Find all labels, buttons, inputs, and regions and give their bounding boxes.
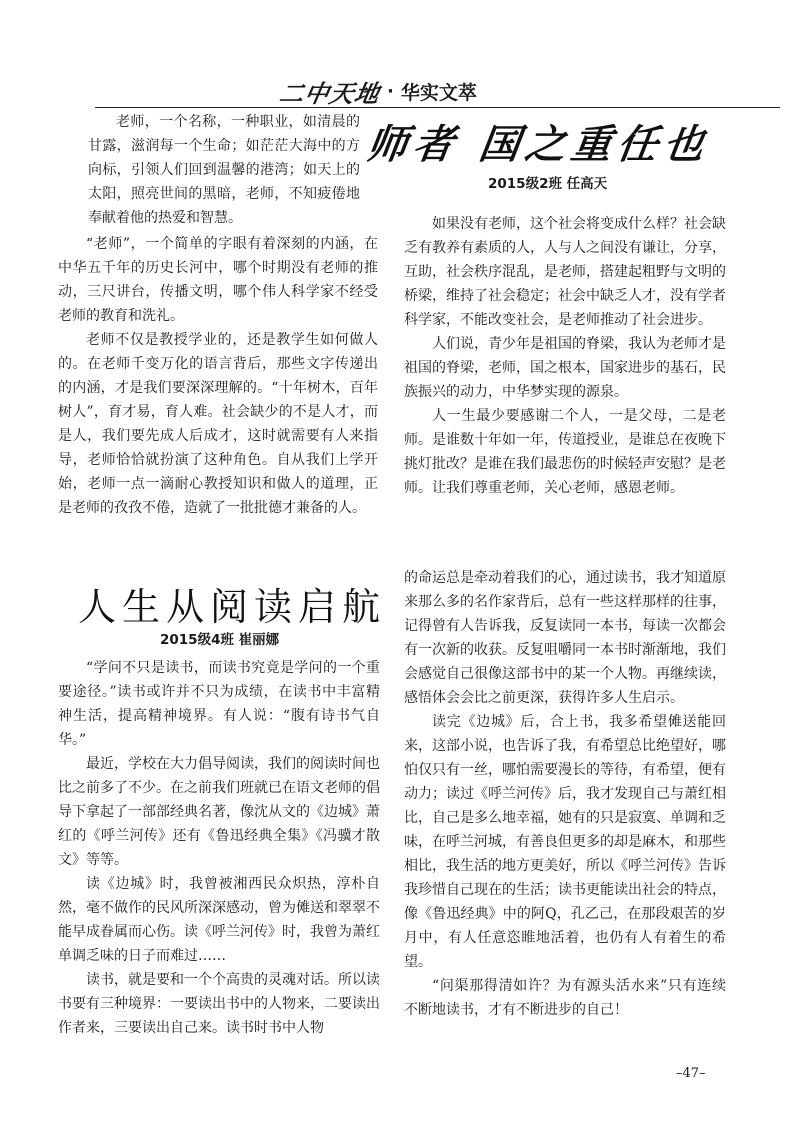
- article2-left-para: 读《边城》时，我曾被湘西民众炽热，淳朴自然，毫不做作的民风所深深感动，曾为傩送和翠翠不能早成眷属而心伤。读《呼兰河传》时，我曾为萧红单调乏味的日子而难过……: [58, 876, 380, 964]
- page-number: –47–: [676, 1066, 706, 1081]
- article2-right-para: “问渠那得清如许？为有源头活水来”只有连续不断地读书，才有不断进步的自己！: [404, 978, 726, 1018]
- article1-left-para: “老师”，一个简单的字眼有着深刻的内涵，在中华五千年的历史长河中，哪个时期没有老师的推动，三尺讲台，传播文明，哪个伟人科学家不经受老师的教育和洗礼。: [58, 236, 378, 324]
- article2-title: 人生从阅读启航: [78, 585, 387, 629]
- article2-right-column: [404, 566, 726, 1022]
- article1-byline: 2015级2班 任高天: [488, 176, 608, 192]
- article2-left-para: 最近，学校在大力倡导阅读，我们的阅读时间也比之前多了不少。在之前我们班就已在语文老师的倡导下拿起了一部部经典名著，像沈从文的《边城》萧红的《呼兰河传》还有《鲁迅经典全集》《冯骥才散文》等等。: [58, 756, 380, 868]
- article1-left-column-wide: [58, 232, 378, 520]
- article1-right-para: 人一生最少要感谢二个人，一是父母，二是老师。是谁数十年如一年，传道授业，是谁总在夜晚下挑灯批改？是谁在我们最悲伤的时候轻声安慰？是老师。让我们尊重老师，关心老师，感恩老师。: [404, 408, 726, 496]
- header-rule: [95, 107, 780, 108]
- article2-continuation: 的命运总是牵动着我们的心，通过读书，我才知道原来那么多的名作家背后，总有一些这样那样的往事，记得曾有人告诉我，反复读同一本书，每读一次都会有一次新的收获。反复咀嚼同一本书时渐渐地，我们会感觉自己很像这部书中的某一个人物。再继续读，感悟体会会比之前更深，获得许多人生启示。: [404, 570, 726, 706]
- article1-right-para: 如果没有老师，这个社会将变成什么样？社会缺乏有教养有素质的人，人与人之间没有谦让，分享，互助，社会秩序混乱，是老师，搭建起粗野与文明的桥梁，维持了社会稳定；社会中缺乏人才，没有学者科学家，不能改变社会，是老师推动了社会进步。: [404, 216, 726, 328]
- article1-right-para: 人们说，青少年是祖国的脊梁，我认为老师才是祖国的脊梁，老师，国之根本，国家进步的基石，民族振兴的动力，中华梦实现的源泉。: [404, 336, 726, 400]
- magazine-brand: 二中天地: [277, 79, 383, 108]
- section-header: [277, 74, 550, 108]
- article1-left-column: [88, 110, 360, 230]
- article1-right-column: [404, 212, 726, 500]
- article1-title: 师者 国之重任也: [364, 121, 713, 168]
- article2-left-para: 读书，就是要和一个个高贵的灵魂对话。所以读书要有三种境界：一要读出书中的人物来，二要读出作者来，三要读出自己来。读书时书中人物: [58, 972, 380, 1036]
- article1-left-para: 老师，一个名称，一种职业，如清晨的甘露，滋润每一个生命；如茫茫大海中的方向标，引领人们回到温馨的港湾；如天上的太阳，照亮世间的黑暗，老师，不知疲倦地奉献着他的热爱和智慧。: [88, 114, 360, 226]
- section-name: 华实文萃: [400, 81, 477, 104]
- article1-left-para: 老师不仅是教授学业的，还是教学生如何做人的。在老师千变万化的语言背后，那些文字传递出的内涵，才是我们要深深理解的。“十年树木，百年树人”，育才易，育人难。社会缺少的不是人才，而是人，我们要先成人后成才，这时就需要有人来指导，老师恰恰就扮演了这种角色。自从我们上学开始，老师一点一滴耐心教授知识和做人的道理，正是老师的孜孜不倦，造就了一批批德才兼备的人。: [58, 332, 378, 516]
- article2-right-para: 读完《边城》后，合上书，我多希望傩送能回来，这部小说，也告诉了我，有希望总比绝望好，哪怕仅只有一丝，哪怕需要漫长的等待，有希望，便有动力；读过《呼兰河传》后，我才发现自己与萧红相比，自己是多么地幸福，她有的只是寂寞、单调和乏味，在呼兰河城，有善良但更多的却是麻木，和那些相比，我生活的地方更美好，所以《呼兰河传》告诉我珍惜自己现在的生活；读书更能读出社会的特点，像《鲁迅经典》中的阿Q，孔乙己，在那段艰苦的岁月中，有人任意恣睢地活着，也仍有人有着生的希望。: [404, 714, 726, 970]
- article2-byline: 2015级4班 崔丽娜: [160, 632, 280, 648]
- header-separator: ·: [387, 80, 394, 102]
- article2-left-para: “学问不只是读书，而读书究竟是学问的一个重要途径。”读书或许并不只为成绩，在读书中丰富精神生活，提高精神境界。有人说：“腹有诗书气自华。”: [58, 660, 380, 748]
- article2-left-column: [58, 656, 380, 1040]
